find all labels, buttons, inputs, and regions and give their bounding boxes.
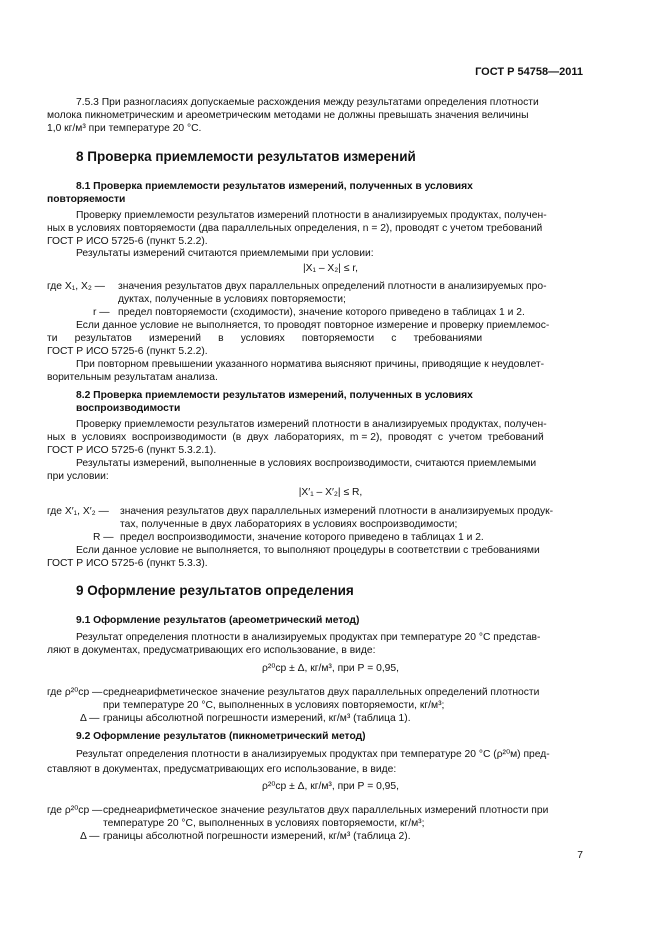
document-header: ГОСТ Р 54758—2011 [475, 66, 583, 78]
s81-para1-line2: ных в условиях повторяемости (два параллельных определения, n = 2), проводят с учетом требований [47, 223, 543, 234]
s91-def1-term: где ρ²⁰ср — [47, 687, 103, 698]
s82-def2-text: предел воспроизводимости, значение которого приведено в таблицах 1 и 2. [120, 532, 484, 543]
s91-para1-line1: Результат определения плотности в анализируемых продуктах при температуре 20 °С представ- [76, 632, 541, 643]
s91-def2-text: границы абсолютной погрешности измерений, кг/м³ (таблица 1). [103, 713, 411, 724]
s92-para1-line2: ставляют в документах, предусматривающих его использование, в виде: [47, 764, 397, 775]
s81-para1-line3: ГОСТ Р ИСО 5725-6 (пункт 5.2.2). [47, 236, 208, 247]
s82-formula: |X′₁ – X′₂| ≤ R, [298, 487, 363, 498]
s81-para4-line1: При повторном превышении указанного норматива выясняют причины, приводящие к неудовлет- [76, 359, 545, 370]
s81-para1-line1: Проверку приемлемости результатов измерений плотности в анализируемых продуктах, получен- [76, 210, 547, 221]
paragraph-753-line3: 1,0 кг/м³ при температуре 20 °С. [47, 123, 202, 134]
s82-para2-line1: Результаты измерений, выполненные в условиях воспроизводимости, считаются приемлемыми [76, 458, 537, 469]
s82-para1-line1: Проверку приемлемости результатов измерений плотности в анализируемых продуктах, получен- [76, 419, 547, 430]
s82-def1-text-line2: тах, полученные в двух лабораториях в условиях воспроизводимости; [120, 519, 458, 530]
s82-def1-text-line1: значения результатов двух параллельных измерений плотности в анализируемых продук- [120, 506, 554, 517]
s81-def2-text: предел повторяемости (сходимости), значение которого приведено в таблицах 1 и 2. [118, 307, 525, 318]
paragraph-753-line2: молока пикнометрическим и ареометрическим методами не должны превышать значения величины [47, 110, 529, 121]
section-9-heading: 9 Оформление результатов определения [76, 583, 354, 598]
s81-para3-line2: ти результатов измерений в условиях повторяемости с требованиями [47, 333, 483, 344]
s91-def1-text-line2: при температуре 20 °С, выполненных в условиях повторяемости, кг/м³; [103, 700, 445, 711]
s81-para4-line2: ворительным результатам анализа. [47, 372, 218, 383]
section-82-heading-line1: 8.2 Проверка приемлемости результатов измерений, полученных в условиях [76, 390, 473, 401]
s81-def1-text-line2: дуктах, полученные в условиях повторяемости; [118, 294, 346, 305]
paragraph-753-line1: 7.5.3 При разногласиях допускаемые расхождения между результатами определения плотности [76, 97, 539, 108]
s81-def1-text-line1: значения результатов двух параллельных определений плотности в анализируемых про- [118, 281, 547, 292]
s82-para2-line2: при условии: [47, 471, 109, 482]
s81-para2: Результаты измерений считаются приемлемыми при условии: [76, 248, 374, 259]
s82-def1-term: где X′₁, X′₂ — [47, 506, 109, 517]
section-81-heading-line2: повторяемости [47, 194, 126, 205]
s81-para3-line3: ГОСТ Р ИСО 5725-6 (пункт 5.2.2). [47, 346, 208, 357]
section-82-heading-line2: воспроизводимости [76, 403, 181, 414]
s91-def1-text-line1: среднеарифметическое значение результатов двух параллельных определений плотности [103, 687, 540, 698]
s82-para1-line2: ных в условиях воспроизводимости (в двух лабораториях, m = 2), проводят с учетом требований [47, 432, 544, 443]
section-8-heading: 8 Проверка приемлемости результатов измерений [76, 149, 416, 164]
s92-def2-term: Δ — [80, 831, 100, 842]
s81-def1-term: где X₁, X₂ — [47, 281, 105, 292]
section-81-heading-line1: 8.1 Проверка приемлемости результатов измерений, полученных в условиях [76, 181, 473, 192]
s82-para3-line1: Если данное условие не выполняется, то выполняют процедуры в соответствии с требованиями [76, 545, 540, 556]
s92-def1-term: где ρ²⁰ср — [47, 805, 103, 816]
s92-formula: ρ²⁰ср ± Δ, кг/м³, при Р = 0,95, [261, 781, 400, 792]
page-number: 7 [577, 850, 583, 861]
s91-def2-term: Δ — [80, 713, 100, 724]
s81-def2-term: r — [93, 307, 110, 318]
s92-def1-text-line1: среднеарифметическое значение результатов двух параллельных измерений плотности при [103, 805, 549, 816]
s81-para3-line1: Если данное условие не выполняется, то проводят повторное измерение и проверку приемлемос- [76, 320, 550, 331]
s82-def2-term: R — [93, 532, 114, 543]
section-92-heading: 9.2 Оформление результатов (пикнометрический метод) [76, 731, 366, 742]
s81-formula: |X₁ – X₂| ≤ r, [302, 263, 359, 274]
s92-def2-text: границы абсолютной погрешности измерений, кг/м³ (таблица 2). [103, 831, 411, 842]
s91-formula: ρ²⁰ср ± Δ, кг/м³, при Р = 0,95, [261, 663, 400, 674]
section-91-heading: 9.1 Оформление результатов (ареометрический метод) [76, 615, 360, 626]
s92-para1-line1: Результат определения плотности в анализируемых продуктах при температуре 20 °С (ρ²⁰м) пред- [76, 749, 550, 760]
s82-para3-line2: ГОСТ Р ИСО 5725-6 (пункт 5.3.3). [47, 558, 208, 569]
s92-def1-text-line2: температуре 20 °С, выполненных в условиях повторяемости, кг/м³; [103, 818, 425, 829]
s82-para1-line3: ГОСТ Р ИСО 5725-6 (пункт 5.3.2.1). [47, 445, 217, 456]
s91-para1-line2: ляют в документах, предусматривающих его использование, в виде: [47, 645, 376, 656]
